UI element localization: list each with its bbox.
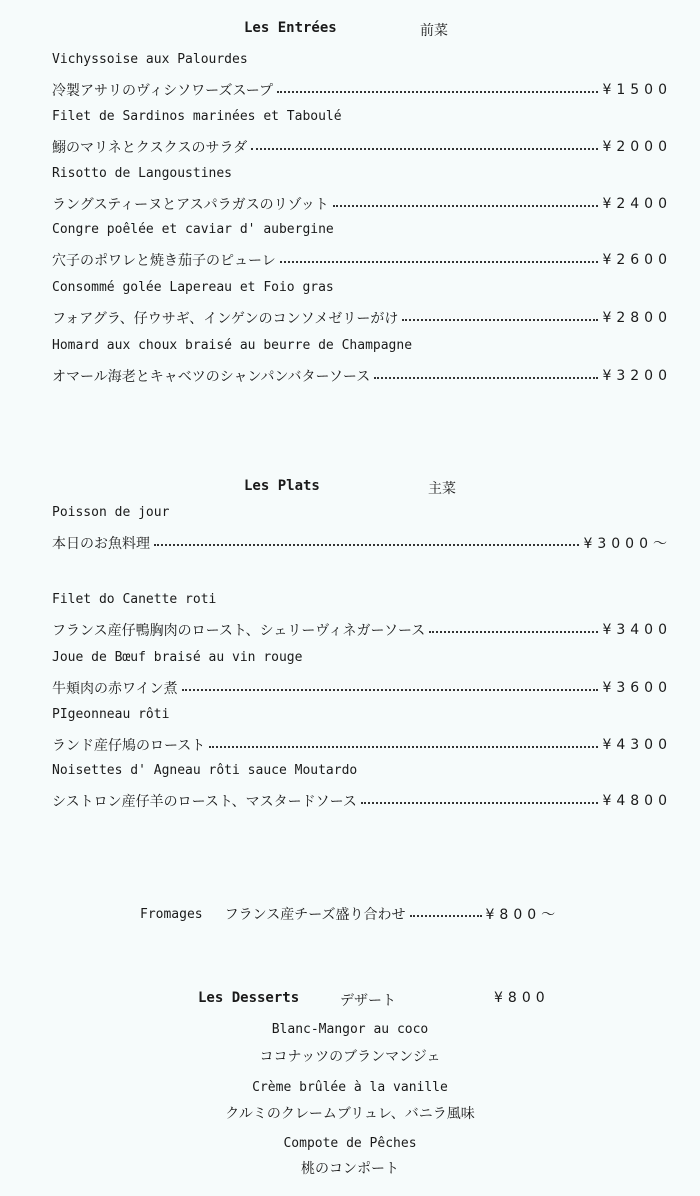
plat-line-jp <box>52 532 672 554</box>
entree-price: ¥3200 <box>602 368 672 384</box>
entree-line-jp <box>52 193 672 215</box>
plat-line-jp <box>52 677 672 699</box>
leader-dots <box>429 631 598 633</box>
entree-name-fr: Vichyssoise aux Palourdes <box>52 52 248 67</box>
dessert-name-jp: ココナッツのブランマンジェ <box>259 1049 441 1065</box>
dessert-name-fr: Compote de Pêches <box>283 1136 417 1151</box>
plats-title-fr: Les Plats <box>244 478 320 494</box>
leader-dots <box>374 377 598 379</box>
entrees-title-jp: 前菜 <box>420 23 448 39</box>
plat-name-jp: フランス産仔鴨胸肉のロースト、シェリーヴィネガーソース <box>52 623 426 639</box>
leader-dots <box>402 319 598 321</box>
entree-name-jp: フォアグラ、仔ウサギ、インゲンのコンソメゼリーがけ <box>52 311 399 327</box>
entree-price: ¥2000 <box>602 139 672 155</box>
fromages-name-fr: Fromages <box>140 906 203 922</box>
plat-item <box>52 648 672 699</box>
plat-line-jp <box>52 734 672 756</box>
entree-price: ¥2400 <box>602 196 672 212</box>
plat-price: ¥3000～ <box>583 536 672 552</box>
entree-line-jp <box>52 79 672 101</box>
entree-price: ¥2600 <box>602 252 672 268</box>
dessert-name-jp: クルミのクレームブリュレ、バニラ風味 <box>225 1106 475 1122</box>
entree-line-jp <box>52 136 672 158</box>
dessert-name-fr: Blanc-Mangor au coco <box>271 1022 429 1037</box>
entree-name-fr: Homard aux choux braisé au beurre de Champagne <box>52 338 413 353</box>
plat-name-jp: 牛頬肉の赤ワイン煮 <box>52 681 178 697</box>
entree-item <box>52 107 672 158</box>
leader-dots <box>277 91 598 93</box>
entree-name-jp: オマール海老とキャベツのシャンパンバターソース <box>52 369 371 385</box>
entree-name-jp: ラングスティーヌとアスパラガスのリゾット <box>52 197 329 213</box>
entree-name-fr: Filet de Sardinos marinées et Taboulé <box>52 109 342 124</box>
plat-name-fr: PIgeonneau rôti <box>52 707 170 722</box>
plat-item <box>52 503 672 554</box>
plat-name-jp: 本日のお魚料理 <box>52 536 150 552</box>
leader-dots <box>209 746 598 748</box>
plat-price: ¥3400 <box>602 622 672 638</box>
plat-line-jp <box>52 619 672 641</box>
plat-item <box>52 761 672 812</box>
fromages-line <box>140 904 560 924</box>
plat-price: ¥4300 <box>602 737 672 753</box>
leader-dots <box>280 261 599 263</box>
leader-dots <box>154 544 579 546</box>
entree-item <box>52 220 672 271</box>
entree-line-jp <box>52 249 672 271</box>
entree-item <box>52 278 672 329</box>
entree-item <box>52 50 672 101</box>
plat-item <box>52 590 672 641</box>
plat-name-fr: Filet do Canette roti <box>52 592 217 607</box>
fromages-name-jp: フランス産チーズ盛り合わせ <box>224 907 406 923</box>
desserts-price: ¥800 <box>494 990 550 1006</box>
entrees-title-fr: Les Entrées <box>244 20 337 36</box>
leader-dots <box>251 148 598 150</box>
plat-name-fr: Joue de Bœuf braisé au vin rouge <box>52 650 303 665</box>
plat-line-jp <box>52 790 672 812</box>
entree-price: ¥1500 <box>602 82 672 98</box>
leader-dots <box>361 802 599 804</box>
entree-item <box>52 336 672 387</box>
leader-dots <box>333 205 599 207</box>
leader-dots <box>410 915 482 917</box>
entree-item <box>52 164 672 215</box>
entree-line-jp <box>52 365 672 387</box>
entree-name-fr: Congre poêlée et caviar d' aubergine <box>52 222 334 237</box>
plat-name-fr: Poisson de jour <box>52 505 170 520</box>
plats-title-jp: 主菜 <box>428 481 456 497</box>
leader-dots <box>182 689 599 691</box>
entree-price: ¥2800 <box>602 310 672 326</box>
plat-price: ¥3600 <box>602 680 672 696</box>
fromages-price: ¥800～ <box>485 907 561 923</box>
desserts-title-jp: デザート <box>340 993 396 1009</box>
dessert-name-fr: Crème brûlée à la vanille <box>252 1080 448 1095</box>
plat-price: ¥4800 <box>602 793 672 809</box>
entree-name-jp: 穴子のポワレと焼き茄子のピューレ <box>52 253 276 269</box>
plat-name-jp: シストロン産仔羊のロースト、マスタードソース <box>52 794 357 810</box>
desserts-title <box>198 990 550 1009</box>
entree-name-jp: 鰯のマリネとクスクスのサラダ <box>52 140 248 156</box>
entree-name-jp: 冷製アサリのヴィシソワーズスープ <box>52 83 274 99</box>
entree-name-fr: Risotto de Langoustines <box>52 166 233 181</box>
plat-name-fr: Noisettes d' Agneau rôti sauce Moutardo <box>52 763 358 778</box>
desserts-title-fr: Les Desserts <box>198 990 300 1006</box>
dessert-name-jp: 桃のコンポート <box>301 1161 399 1177</box>
entree-name-fr: Consommé golée Lapereau et Foio gras <box>52 280 334 295</box>
plat-item <box>52 705 672 756</box>
entree-line-jp <box>52 307 672 329</box>
plat-name-jp: ランド産仔鳩のロースト <box>52 738 206 754</box>
